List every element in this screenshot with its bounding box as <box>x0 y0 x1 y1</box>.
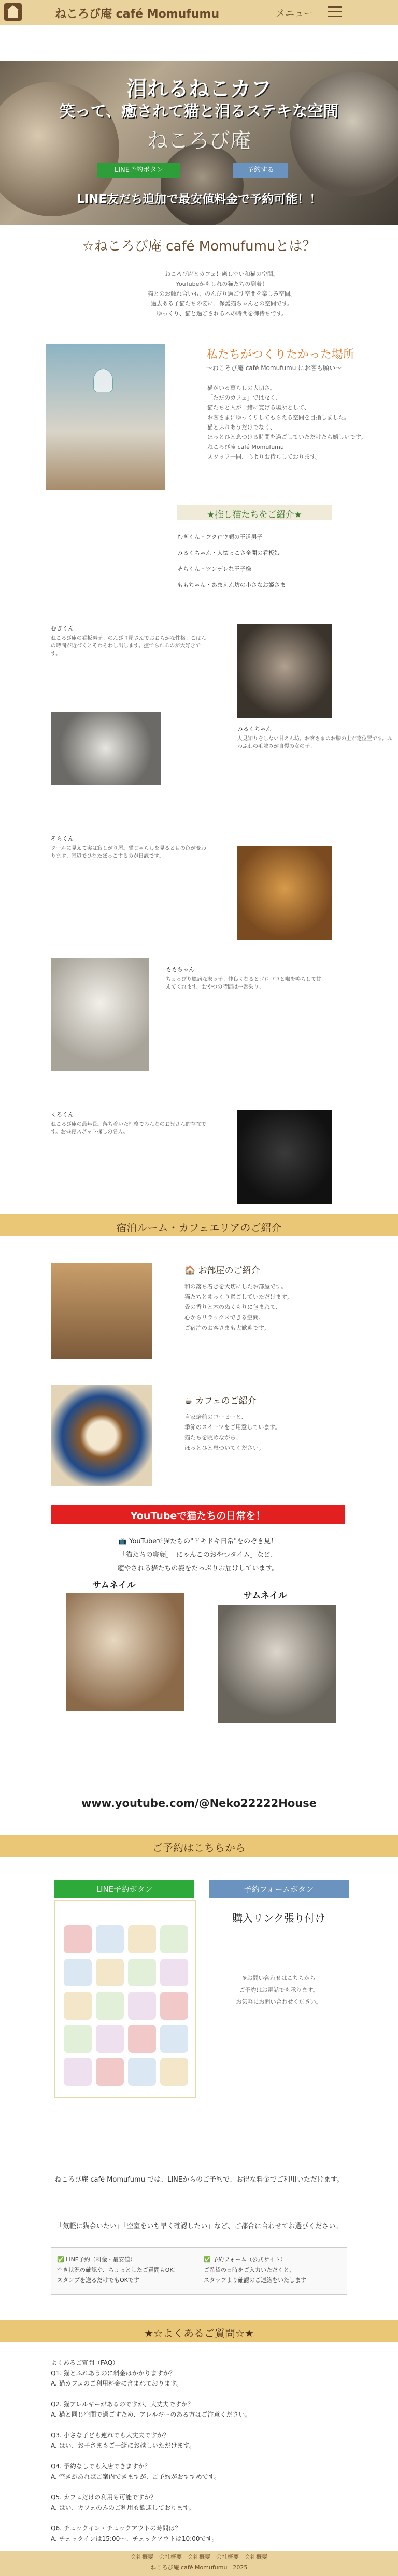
hero-subheadline: 笑って、癒されて猫と泪るステキな空間 <box>59 102 339 121</box>
cafe-line: 季節のスイーツをご用意しています。 <box>184 1424 281 1431</box>
owner-line: スタッフ一同、心よりお待ちしております。 <box>207 453 321 460</box>
about-line: ゆっくり、猫と過ごされる木の時間を御待ちです。 <box>157 310 287 317</box>
line-stamp-tile <box>64 1925 92 1953</box>
owner-message-subtitle: 〜ねころび庵 café Momufumu にお客も願い〜 <box>206 364 342 372</box>
logo-roof <box>7 5 19 10</box>
faq-answer: A. はい、お子さまもご一緒にお越しいただけます。 <box>51 2442 195 2449</box>
faq-answer: A. 空きがあればご案内できますが、ご予約がおすすめです。 <box>51 2473 220 2480</box>
reserve-line: お気軽にお問い合わせください。 <box>236 1998 322 2005</box>
line-stamp-tile <box>160 1959 188 1986</box>
youtube-line: 📺 YouTubeで猫たちの"ドキドキ日常"をのぞき見！ <box>118 1538 278 1545</box>
about-title: ☆ねころび庵 café Momufumuとは？ <box>82 239 316 254</box>
cat-profile-name: くろくん <box>51 1111 74 1118</box>
reserve-button[interactable]: 予約する <box>233 163 288 178</box>
about-line: YouTubeがもしれの猫たちの到着！ <box>176 281 268 287</box>
line-stamp-tile <box>128 1959 156 1986</box>
line-stamp-tile <box>64 1992 92 2020</box>
room-text <box>184 1282 350 1333</box>
form-reserve-button[interactable]: 予約フォームボタン <box>209 1880 349 1898</box>
line-stamp-tile <box>160 1992 188 2020</box>
thumbnail-label: サムネイル <box>244 1591 287 1601</box>
cat-profile-desc: ねころび庵の看板男子。のんびり屋さんでおおらかな性格。ごはんの時間が近づくとそわそわし出します。撫でられるのが大好きです。 <box>51 636 206 657</box>
room-line: 心からリラックスできる空間。 <box>184 1314 264 1321</box>
line-stamp-tile <box>128 1992 156 2020</box>
line-stamp-tile <box>160 2025 188 2053</box>
menu-label[interactable]: メニュー <box>276 8 313 19</box>
line-stamp-tile <box>128 2025 156 2053</box>
room-title: 🏠 お部屋のご紹介 <box>184 1265 260 1276</box>
cats-list-item[interactable]: そらくん・ツンデレな王子様 <box>177 566 251 572</box>
logo-body <box>8 10 18 18</box>
link-line[interactable]: ✅ 予約フォーム（公式サイト） <box>204 2256 286 2263</box>
purchase-link[interactable]: 購入リンク張り付け <box>232 1912 325 1924</box>
cat-profile-name: ももちゃん <box>166 966 194 973</box>
line-stamp-tile <box>96 1959 124 1986</box>
about-line: 過去ある子猫たちの姿に、保護猫ちゃんとの空間です。 <box>150 300 293 307</box>
cafe-line: 自家焙煎のコーヒーと、 <box>184 1414 247 1420</box>
cafe-text <box>184 1412 350 1453</box>
faq-heading: よくあるご質問（FAQ） <box>51 2359 119 2366</box>
faq-answer: A. 猫カフェのご利用料金に含まれております。 <box>51 2380 183 2387</box>
youtube-thumbnail[interactable] <box>66 1593 184 1711</box>
about-line: 猫とのお触れ合いも、のんびり過ごす空間を楽しみ空間。 <box>148 290 296 297</box>
youtube-banner-text[interactable]: YouTubeで猫たちの日常を！ <box>130 1510 266 1522</box>
cats-list-item[interactable]: むぎくん・フクロウ顔の王道男子 <box>177 534 263 540</box>
cat-profile-name: むぎくん <box>51 625 74 632</box>
cat-photo <box>237 846 332 940</box>
owner-line: お客さまにゆっくりしてもらえる空間を目指しました。 <box>207 414 350 421</box>
youtube-line: 癒やされる猫たちの姿をたっぷりお届けしています。 <box>117 1565 279 1572</box>
cafe-line: ほっとひと息ついてください。 <box>184 1445 264 1451</box>
line-stamp-grid <box>54 1900 196 2098</box>
faq-section-title: ★☆よくあるご質問☆★ <box>144 2327 254 2339</box>
cat-photo <box>51 712 161 785</box>
cafe-line: 猫たちを眺めながら、 <box>184 1434 241 1441</box>
line-stamp-tile <box>128 1925 156 1953</box>
owner-line: 「ただのカフェ」ではなく、 <box>207 394 281 401</box>
owner-line: 猫がいる暮らしの大切さ。 <box>207 385 276 391</box>
owner-message-title: 私たちがつくりたかった場所 <box>206 348 355 361</box>
line-stamp-tile <box>96 1992 124 2020</box>
form-reserve-info <box>204 2255 344 2286</box>
link-line: スタッフより確認のご連絡をいたします <box>204 2277 306 2284</box>
line-stamp-tile <box>96 2025 124 2053</box>
cats-list-item[interactable]: みるくちゃん・人懐っこさ全開の看板娘 <box>177 550 280 556</box>
site-title[interactable]: ねころび庵 café Momufumu <box>55 8 220 21</box>
youtube-url-link[interactable]: www.youtube.com/@Neko22222House <box>81 1797 317 1809</box>
line-reserve-info <box>57 2255 197 2286</box>
hamburger-menu-icon[interactable] <box>325 3 344 22</box>
reserve-note: ねころび庵 café Momufumu では、LINEからのご予約で、お得な料金でご利用いただけます。 <box>54 2176 344 2184</box>
owner-message-text <box>207 383 378 462</box>
line-stamp-tile <box>128 2058 156 2086</box>
cat-profile-desc: ちょっぴり臆病な末っ子。仲良くなるとゴロゴロと喉を鳴らして甘えてくれます。おやつの時間は一番乗り。 <box>166 977 321 990</box>
footer-nav[interactable]: 会社概要 会社概要 会社概要 会社概要 会社概要 <box>131 2554 267 2560</box>
reserve-note-secondary: 「気軽に猫会いたい」「空室をいち早く確認したい」など、ご都合に合わせてお選びください。 <box>55 2222 343 2230</box>
line-stamp-tile <box>96 2058 124 2086</box>
cat-photo <box>237 624 332 718</box>
wind-chime-photo <box>46 344 165 490</box>
room-line: ご宿泊のお客さまも大歓迎です。 <box>184 1324 270 1331</box>
hero-shop-name: ねころび庵 <box>147 129 251 153</box>
about-line: ねころび庵とカフェ！癒し空い和猫の空間。 <box>165 271 279 277</box>
room-photo <box>51 1263 152 1359</box>
faq-question: Q6. チェックイン・チェックアウトの時間は？ <box>51 2525 181 2532</box>
about-text <box>129 269 315 318</box>
owner-line: 猫たちと人が一緒に寛げる場所として、 <box>207 404 310 411</box>
link-line[interactable]: ✅ LINE予約（料金・最安値） <box>57 2256 136 2263</box>
reserve-info-text <box>209 1972 349 2008</box>
cat-profile-name: そらくん <box>51 835 74 842</box>
cat-photo-center <box>161 144 244 225</box>
reserve-line: ご予約はお電話でも承ります。 <box>239 1986 319 1993</box>
cat-profile-name: みるくちゃん <box>237 726 272 732</box>
faq-answer: A. チェックインは15:00〜、チェックアウトは10:00です。 <box>51 2535 218 2542</box>
link-line: スタンプを送るだけでもOKです <box>57 2277 139 2284</box>
youtube-text <box>51 1535 345 1576</box>
hero-headline: 泪れるねこカフ <box>126 77 272 101</box>
footer-copyright: ねころび庵 café Momufumu 2025 <box>150 2564 248 2571</box>
faq-answer: A. 猫と同じ空間で過ごすため、アレルギーのある方はご注意ください。 <box>51 2411 251 2418</box>
room-line: 和の落ち着きを大切にしたお部屋です。 <box>184 1283 287 1290</box>
line-stamp-tile <box>64 1959 92 1986</box>
cat-profile-desc: ねころび庵の最年長。落ち着いた性格でみんなのお兄さん的存在です。お昼寝スポット探しの名人。 <box>51 1122 206 1135</box>
line-reserve-button[interactable]: LINE予約ボタン <box>54 1880 194 1898</box>
faq-answer: A. はい、カフェのみのご利用も歓迎しております。 <box>51 2504 195 2511</box>
faq-list <box>51 2358 362 2544</box>
cats-list <box>177 529 364 593</box>
link-line: 空き状況の確認や、ちょっとしたご質問もOK！ <box>57 2266 179 2273</box>
owner-line: ほっとひと息つける時間を過ごしていただけたら嬉しいです。 <box>207 434 367 440</box>
coffee-photo <box>51 1385 152 1486</box>
line-stamp-tile <box>64 2025 92 2053</box>
line-stamp-tile <box>64 2058 92 2086</box>
faq-question: Q3. 小さな子ども連れでも大丈夫ですか？ <box>51 2432 169 2439</box>
owner-line: ねころび庵 café Momufumu <box>207 444 284 450</box>
thumbnail-label: サムネイル <box>92 1580 136 1591</box>
reserve-section-title: ご予約はこちらから <box>152 1842 246 1854</box>
rooms-section-title: 宿泊ルーム・カフェエリアのご紹介 <box>116 1221 282 1234</box>
cat-profile-desc: クールに見えて実は寂しがり屋。猫じゃらしを見ると目の色が変わります。窓辺でひなたぼっこするのが日課です。 <box>51 846 206 859</box>
link-line: ご希望の日時をご入力いただくと、 <box>204 2266 295 2273</box>
cat-profile-desc: 人見知りをしない甘えん坊。お客さまのお膝の上が定位置です。ふわふわの毛並みが自慢の女の子。 <box>237 736 393 749</box>
wind-chime-icon <box>93 369 113 392</box>
reserve-line: ※お問い合わせはこちらから <box>242 1975 316 1981</box>
cat-photo <box>237 1110 332 1204</box>
cats-title: ★推し猫たちをご紹介★ <box>207 510 302 520</box>
hero-promo-text: LINE友だち追加で最安値料金で予約可能！！ <box>76 193 322 206</box>
faq-question: Q5. カフェだけの利用も可能ですか？ <box>51 2494 157 2501</box>
room-line: 猫たちとゆっくり過ごしていただけます。 <box>184 1293 293 1300</box>
line-reserve-button[interactable]: LINE予約ボタン <box>97 163 180 178</box>
cats-list-item[interactable]: ももちゃん・あまえん坊の小さなお姫さま <box>177 582 286 588</box>
faq-question: Q1. 猫とふれあうのに料金はかかりますか？ <box>51 2369 176 2377</box>
cafe-title: ☕ カフェのご紹介 <box>184 1396 257 1406</box>
youtube-line: 「猫たちの寝顔」「にゃんこのおやつタイム」など、 <box>119 1551 277 1559</box>
line-stamp-tile <box>160 1925 188 1953</box>
line-stamp-tile <box>96 1925 124 1953</box>
line-stamp-tile <box>160 2058 188 2086</box>
youtube-thumbnail[interactable] <box>218 1605 336 1723</box>
faq-question: Q2. 猫アレルギーがあるのですが、大丈夫ですか？ <box>51 2401 194 2408</box>
faq-question: Q4. 予約なしでも入店できますか？ <box>51 2463 151 2470</box>
room-line: 畳の香りと木のぬくもりに包まれて、 <box>184 1304 281 1311</box>
cat-photo <box>51 958 149 1071</box>
owner-line: 猫とふれあうだけでなく、 <box>207 424 276 431</box>
